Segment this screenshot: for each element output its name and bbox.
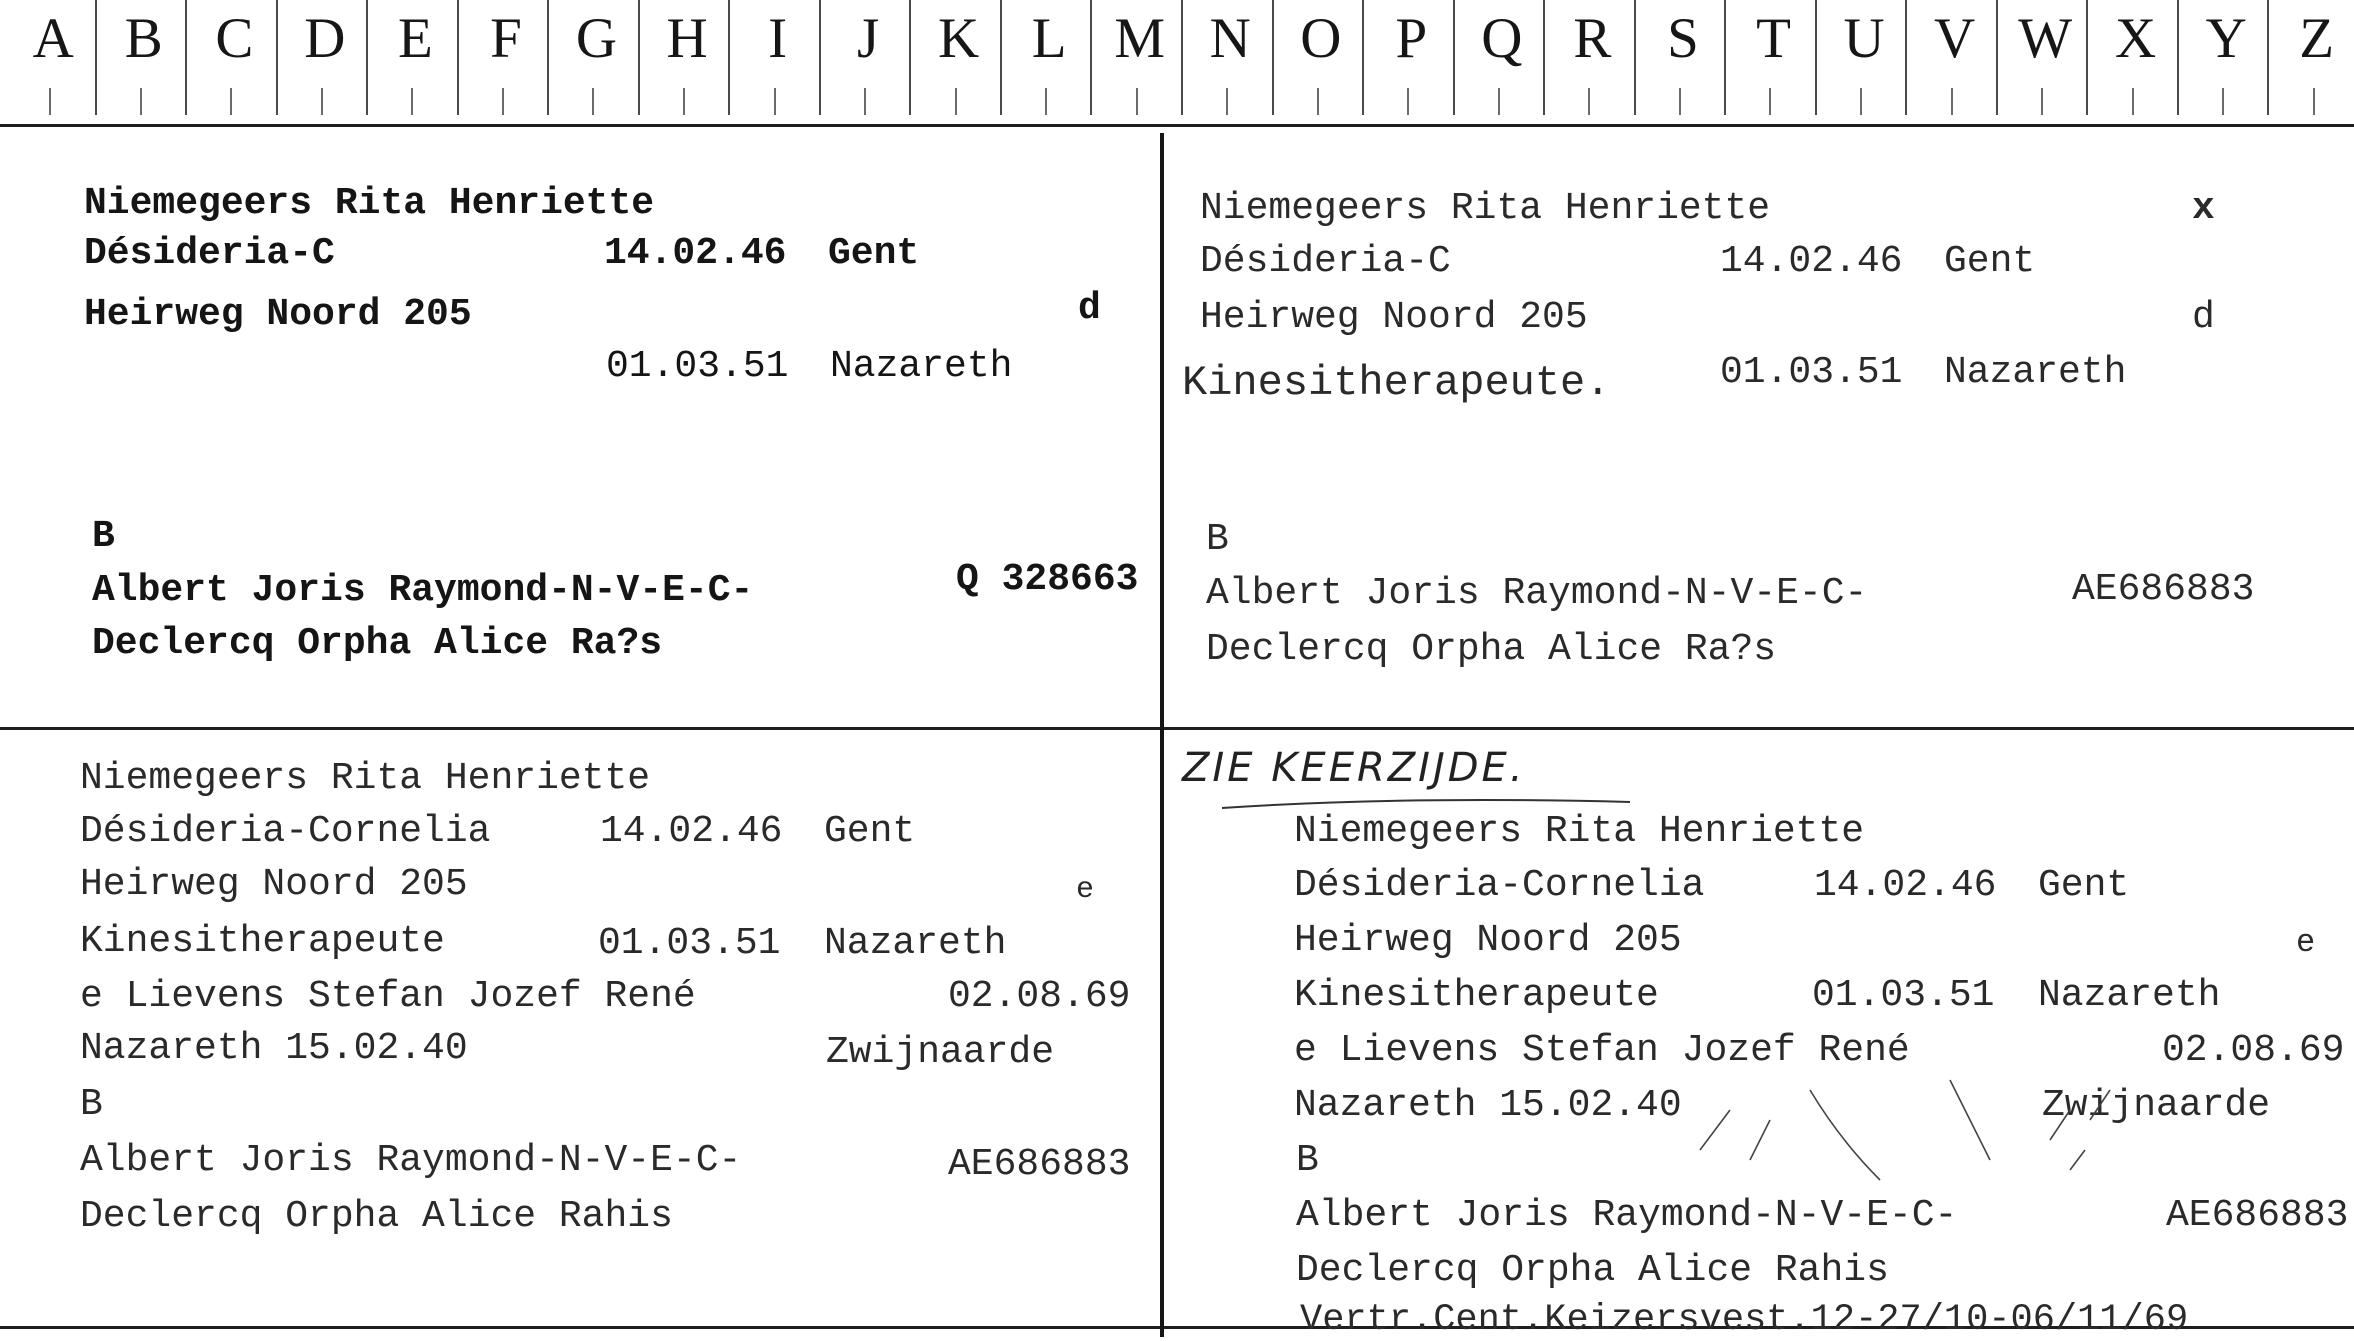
index-letter-e: E: [398, 7, 433, 70]
index-divider: [909, 0, 911, 115]
birth-place: Gent: [824, 810, 916, 853]
index-letter-j: J: [857, 7, 880, 70]
index-subtick: [411, 88, 413, 115]
birth-date: 14.02.46: [1814, 864, 1997, 907]
index-letter-a: A: [32, 7, 74, 70]
index-subtick: [2313, 88, 2315, 115]
index-letter-p: P: [1395, 7, 1428, 70]
mother-name: Declercq Orpha Alice Rahis: [1296, 1249, 1889, 1292]
registration-date: 01.03.51: [1812, 974, 1995, 1017]
marriage-date: 02.08.69: [948, 975, 1131, 1018]
status-code: d: [1078, 287, 1101, 330]
index-divider: [1996, 0, 1998, 115]
father-name: Albert Joris Raymond-N-V-E-C-: [1206, 572, 1868, 615]
index-subtick: [49, 88, 51, 115]
given-names: Désideria-C: [84, 232, 335, 275]
father-name: Albert Joris Raymond-N-V-E-C-: [80, 1139, 742, 1182]
check-mark: x: [2192, 187, 2215, 230]
index-letter-g: G: [575, 7, 618, 70]
index-letter-u: U: [1843, 7, 1885, 70]
index-letter-s: S: [1667, 7, 1699, 70]
person-name: Niemegeers Rita Henriette: [1294, 810, 1865, 853]
id-number: AE686883: [948, 1143, 1131, 1186]
index-divider: [1453, 0, 1455, 115]
registration-place: Nazareth: [2038, 974, 2221, 1017]
father-name: Albert Joris Raymond-N-V-E-C-: [92, 569, 754, 612]
section-letter: B: [1206, 518, 1229, 561]
index-subtick: [683, 88, 685, 115]
index-divider: [1090, 0, 1092, 115]
birth-date: 14.02.46: [600, 810, 783, 853]
given-names: Désideria-Cornelia: [1294, 864, 1705, 907]
spouse-birth: Nazareth 15.02.40: [80, 1027, 468, 1070]
index-subtick: [1407, 88, 1409, 115]
index-divider: [457, 0, 459, 115]
profession: Kinesitherapeute: [80, 920, 445, 963]
status-code: e: [2296, 924, 2316, 961]
index-subtick: [2222, 88, 2224, 115]
profession: Kinesitherapeute.: [1182, 359, 1611, 407]
mother-name: Declercq Orpha Alice Rahis: [80, 1195, 673, 1238]
transfer-note: Vertr.Cent.Keizersvest.12-27/10-06/11/69: [1300, 1299, 2189, 1341]
index-letter-v: V: [1933, 7, 1976, 70]
index-subtick: [2132, 88, 2134, 115]
marriage-date: 02.08.69: [2162, 1029, 2345, 1072]
index-divider: [366, 0, 368, 115]
index-divider: [728, 0, 730, 115]
index-subtick: [1860, 88, 1862, 115]
birth-place: Gent: [828, 232, 920, 275]
index-subtick: [864, 88, 866, 115]
index-subtick: [1317, 88, 1319, 115]
middle-rule: [0, 727, 2354, 730]
strip-bottom-rule: [0, 124, 2354, 127]
id-number: AE686883: [2166, 1194, 2349, 1237]
address: Heirweg Noord 205: [80, 863, 468, 906]
index-letter-q: Q: [1481, 7, 1523, 70]
spouse-name: e Lievens Stefan Jozef René: [80, 975, 696, 1018]
address: Heirweg Noord 205: [1200, 296, 1588, 339]
index-divider: [1634, 0, 1636, 115]
father-name: Albert Joris Raymond-N-V-E-C-: [1296, 1194, 1958, 1237]
index-divider: [1815, 0, 1817, 115]
pen-strokes: [1690, 1050, 2250, 1190]
index-letter-t: T: [1756, 7, 1791, 70]
index-subtick: [774, 88, 776, 115]
index-divider: [1543, 0, 1545, 115]
index-divider: [2086, 0, 2088, 115]
index-letter-b: B: [124, 7, 163, 70]
mother-name: Declercq Orpha Alice Ra?s: [1206, 628, 1777, 671]
birth-place: Gent: [1944, 240, 2036, 283]
index-divider: [185, 0, 187, 115]
index-subtick: [1498, 88, 1500, 115]
index-letter-m: M: [1114, 7, 1166, 70]
index-divider: [1272, 0, 1274, 115]
registration-date: 01.03.51: [1720, 351, 1903, 394]
status-code: d: [2192, 296, 2215, 339]
index-subtick: [1226, 88, 1228, 115]
registration-date: 01.03.51: [606, 345, 789, 388]
index-subtick: [1951, 88, 1953, 115]
section-letter: B: [92, 515, 115, 558]
index-divider: [1362, 0, 1364, 115]
index-subtick: [502, 88, 504, 115]
id-number: Q 328663: [956, 558, 1139, 601]
index-divider: [2177, 0, 2179, 115]
spouse-birth: Nazareth 15.02.40: [1294, 1084, 1682, 1127]
index-letter-c: C: [215, 7, 254, 70]
index-subtick: [321, 88, 323, 115]
index-letter-z: Z: [2299, 7, 2335, 70]
index-letter-x: X: [2115, 7, 2157, 70]
index-divider: [1181, 0, 1183, 115]
index-divider: [547, 0, 549, 115]
index-letter-o: O: [1300, 7, 1342, 70]
index-letter-i: I: [768, 7, 788, 70]
index-divider: [1724, 0, 1726, 115]
id-number: AE686883: [2072, 568, 2255, 611]
index-divider: [2267, 0, 2269, 115]
registration-date: 01.03.51: [598, 922, 781, 965]
section-letter: B: [1296, 1139, 1319, 1182]
index-subtick: [1045, 88, 1047, 115]
person-name: Niemegeers Rita Henriette: [80, 757, 651, 800]
index-divider: [276, 0, 278, 115]
index-subtick: [140, 88, 142, 115]
person-name: Niemegeers Rita Henriette: [84, 182, 655, 225]
profession: Kinesitherapeute: [1294, 974, 1659, 1017]
column-divider: [1160, 133, 1164, 1337]
index-letter-h: H: [666, 7, 708, 70]
index-letter-w: W: [2018, 7, 2073, 70]
index-letter-d: D: [304, 7, 346, 70]
mother-name: Declercq Orpha Alice Ra?s: [92, 622, 663, 665]
index-subtick: [592, 88, 594, 115]
birth-date: 14.02.46: [604, 232, 787, 275]
index-letter-f: F: [490, 7, 522, 70]
index-divider: [638, 0, 640, 115]
index-divider: [1905, 0, 1907, 115]
index-letter-r: R: [1573, 7, 1612, 70]
index-subtick: [1769, 88, 1771, 115]
registration-place: Nazareth: [824, 922, 1007, 965]
status-code: e: [1076, 873, 1095, 907]
section-letter: B: [80, 1083, 103, 1126]
given-names: Désideria-Cornelia: [80, 810, 491, 853]
index-subtick: [1679, 88, 1681, 115]
index-subtick: [2041, 88, 2043, 115]
marriage-place: Zwijnaarde: [826, 1031, 1055, 1074]
index-subtick: [230, 88, 232, 115]
address: Heirweg Noord 205: [1294, 919, 1682, 962]
birth-place: Gent: [2038, 864, 2130, 907]
birth-date: 14.02.46: [1720, 240, 1903, 283]
registration-place: Nazareth: [1944, 351, 2127, 394]
index-letter-y: Y: [2205, 7, 2247, 70]
index-letter-n: N: [1209, 7, 1251, 70]
spouse-name: e Lievens Stefan Jozef René: [1294, 1029, 1910, 1072]
handwritten-note: ZIE KEERZIJDE.: [1182, 745, 1526, 791]
address: Heirweg Noord 205: [84, 293, 472, 336]
index-divider: [819, 0, 821, 115]
index-letter-l: L: [1031, 7, 1067, 70]
alphabet-index-strip: [0, 0, 2354, 115]
index-subtick: [1136, 88, 1138, 115]
index-divider: [1000, 0, 1002, 115]
index-subtick: [1588, 88, 1590, 115]
given-names: Désideria-C: [1200, 240, 1451, 283]
index-divider: [95, 0, 97, 115]
person-name: Niemegeers Rita Henriette: [1200, 187, 1771, 230]
index-subtick: [955, 88, 957, 115]
marriage-place: Zwijnaarde: [2042, 1084, 2271, 1127]
index-letter-k: K: [938, 7, 980, 70]
registration-place: Nazareth: [830, 345, 1013, 388]
